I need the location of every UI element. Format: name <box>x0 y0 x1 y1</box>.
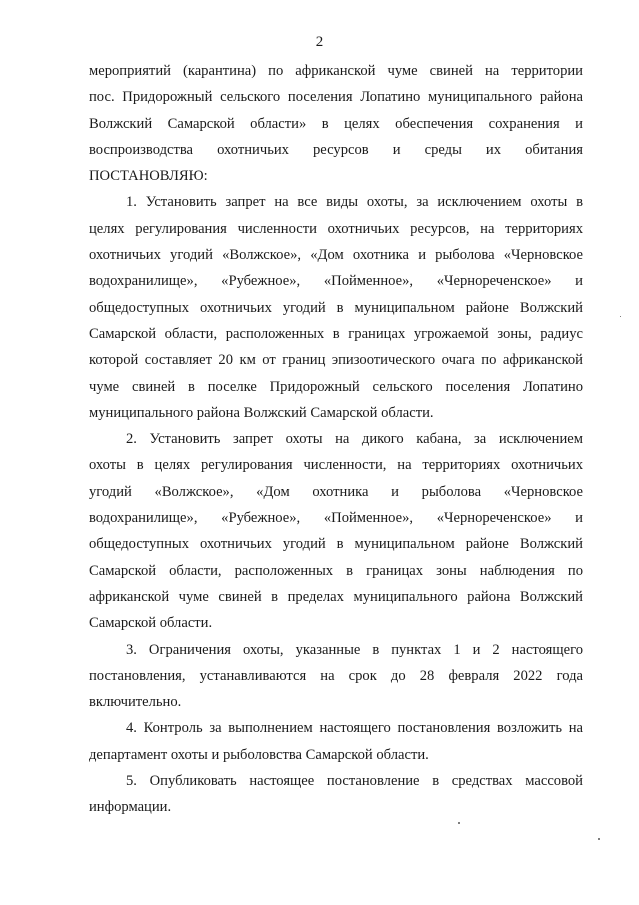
text-line: целях регулирования численности охотничьих ресурсов, на территориях <box>89 220 583 237</box>
paragraph-item-5-start: 5. Опубликовать настоящее постановление в средствах массовой <box>126 773 583 790</box>
scan-speck <box>620 316 621 317</box>
text-line: угодий «Волжское», «Дом охотника и рыболова «Черновское <box>89 483 583 500</box>
text-line: постановления, устанавливаются на срок до 28 февраля 2022 года <box>89 667 583 684</box>
text-line: чуме свиней в поселке Придорожный сельского поселения Лопатино <box>89 378 583 395</box>
document-body <box>89 58 583 821</box>
text-line: Самарской области. <box>89 615 213 632</box>
paragraph-item-4-start: 4. Контроль за выполнением настоящего постановления возложить на <box>126 720 583 737</box>
paragraph-item-1-start: 1. Установить запрет на все виды охоты, за исключением охоты в <box>126 194 583 211</box>
paragraph-item-3-start: 3. Ограничения охоты, указанные в пунктах 1 и 2 настоящего <box>126 641 583 658</box>
text-line: ПОСТАНОВЛЯЮ: <box>89 168 208 185</box>
page-number: 2 <box>315 34 324 50</box>
text-line: водохранилище», «Рубежное», «Пойменное», «Чернореченское» и <box>89 273 583 290</box>
text-line: Самарской области, расположенных в границах зоны наблюдения по <box>89 562 583 579</box>
text-line: общедоступных охотничьих угодий в муниципальном районе Волжский <box>89 536 583 553</box>
scan-speck <box>598 838 600 840</box>
text-line: информации. <box>89 799 172 816</box>
scan-speck <box>458 822 460 824</box>
text-line: африканской чуме свиней в пределах муниципального района Волжский <box>89 588 583 605</box>
text-line: Волжский Самарской области» в целях обеспечения сохранения и <box>89 115 583 132</box>
text-line: департамент охоты и рыболовства Самарской области. <box>89 746 429 763</box>
text-line: охотничьих угодий «Волжское», «Дом охотника и рыболова «Черновское <box>89 247 583 264</box>
text-line: Самарской области, расположенных в границах угрожаемой зоны, радиус <box>89 325 583 342</box>
paragraph-item-2-start: 2. Установить запрет охоты на дикого кабана, за исключением <box>126 431 583 448</box>
text-line: охоты в целях регулирования численности, на территориях охотничьих <box>89 457 583 474</box>
text-line: пос. Придорожный сельского поселения Лопатино муниципального района <box>89 89 583 106</box>
text-line: общедоступных охотничьих угодий в муниципальном районе Волжский <box>89 299 583 316</box>
text-line: водохранилище», «Рубежное», «Пойменное», «Чернореченское» и <box>89 510 583 527</box>
text-line: мероприятий (карантина) по африканской чуме свиней на территории <box>89 63 583 79</box>
text-line: которой составляет 20 км от границ эпизоотического очага по африканской <box>89 352 583 369</box>
text-line: муниципального района Волжский Самарской области. <box>89 404 434 421</box>
text-line: воспроизводства охотничьих ресурсов и среды их обитания <box>89 141 583 158</box>
text-line: включительно. <box>89 694 182 711</box>
